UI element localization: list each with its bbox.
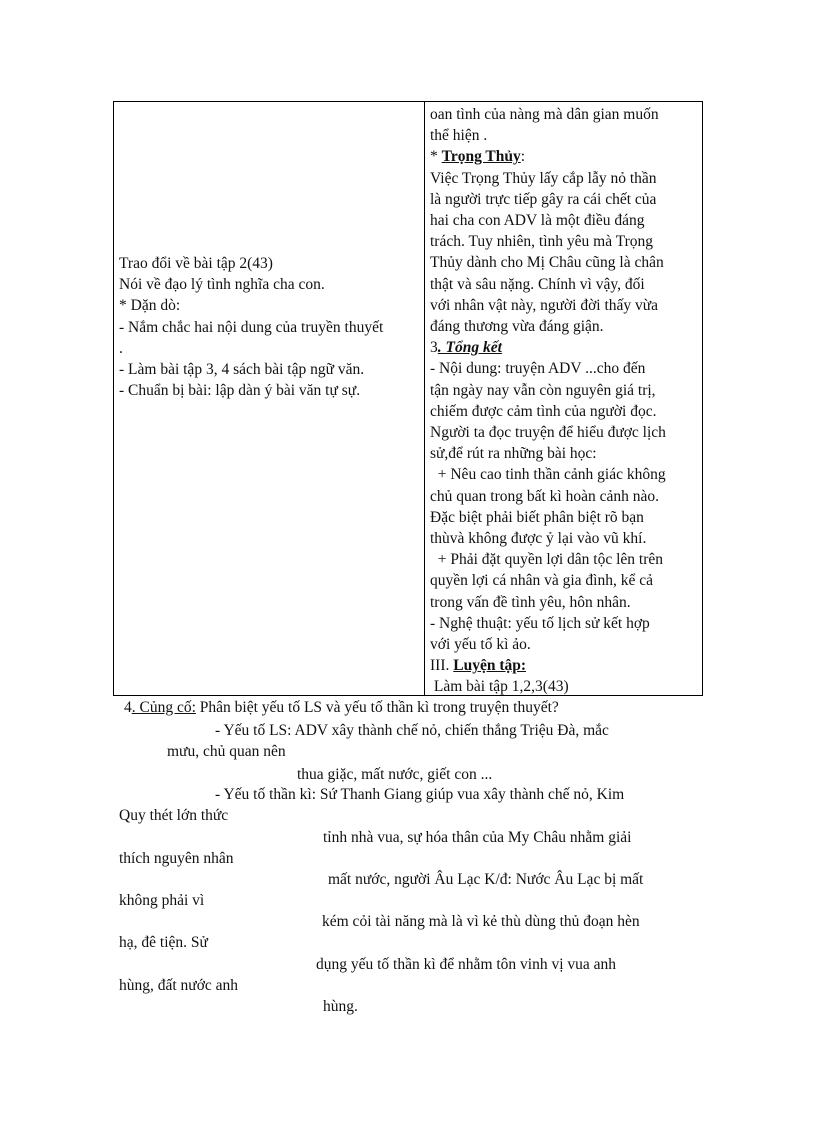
- tong-ket-line: chiếm được cảm tình của người đọc.: [430, 402, 657, 420]
- cung-co-line: - Yếu tố LS: ADV xây thành chế nỏ, chiến thắng Triệu Đà, mắc: [215, 722, 609, 739]
- tong-ket-line: tận ngày nay vẫn còn nguyên giá trị,: [430, 381, 656, 399]
- tong-ket-heading: [430, 337, 700, 358]
- cung-co-line: thích nguyên nhân: [119, 850, 234, 867]
- heading-text: Trọng Thủy: [441, 148, 521, 166]
- tong-ket-line: quyền lợi cá nhân và gia đình, kể cả: [430, 572, 653, 590]
- cung-co-heading: [124, 697, 559, 718]
- cung-co-line: thua giặc, mất nước, giết con ...: [297, 766, 493, 783]
- trong-thuy-line: đáng thương vừa đáng giận.: [430, 318, 604, 336]
- heading-text: . Tổng kết: [437, 339, 502, 357]
- heading-prefix: *: [430, 148, 442, 166]
- tong-ket-line: Người ta đọc truyện để hiểu được lịch: [430, 424, 666, 442]
- left-line: * Dặn dò:: [119, 297, 181, 315]
- cung-co-line: hùng.: [323, 998, 358, 1015]
- cung-co-line: kém cỏi tài năng mà là vì kẻ thù dùng thủ đoạn hèn: [322, 913, 640, 930]
- trong-thuy-line: là người trực tiếp gây ra cái chết của: [430, 190, 657, 208]
- tong-ket-line: - Nội dung: truyện ADV ...cho đến: [430, 360, 646, 378]
- luyen-tap-heading: [430, 655, 700, 676]
- left-line: Trao đổi về bài tập 2(43): [119, 255, 273, 272]
- heading-text: . Củng cố:: [131, 699, 196, 716]
- heading-suffix: :: [520, 148, 526, 166]
- tong-ket-line: Đặc biệt phải biết phân biệt rõ bạn: [430, 508, 644, 526]
- cung-co-question: Phân biệt yếu tố LS và yếu tố thần kì trong truyện thuyết?: [195, 699, 559, 716]
- left-column: [119, 253, 419, 401]
- cung-co-line: không phải vì: [119, 892, 205, 909]
- tong-ket-line: với yếu tố kì ảo.: [430, 636, 531, 654]
- heading-number: 3: [430, 339, 438, 357]
- intro-line: thể hiện .: [430, 127, 488, 145]
- cung-co-line: - Yếu tố thần kì: Sứ Thanh Giang giúp vua xây thành chế nỏ, Kim: [215, 786, 625, 803]
- right-column: [430, 104, 700, 698]
- tong-ket-line: trong vấn đề tình yêu, hôn nhân.: [430, 593, 631, 611]
- tong-ket-line: - Nghệ thuật: yếu tố lịch sử kết hợp: [430, 614, 650, 632]
- cung-co-line: mất nước, người Âu Lạc K/đ: Nước Âu Lạc bị mất: [328, 871, 644, 888]
- trong-thuy-line: trách. Tuy nhiên, tình yêu mà Trọng: [430, 233, 654, 251]
- tong-ket-line: + Nêu cao tinh thần cảnh giác không: [430, 466, 666, 484]
- tong-ket-line: sử,để rút ra những bài học:: [430, 445, 597, 463]
- left-line: - Nắm chắc hai nội dung của truyền thuyết: [119, 318, 384, 336]
- column-divider: [424, 102, 425, 695]
- heading-number: III.: [430, 657, 450, 675]
- tong-ket-line: thùvà không được ỷ lại vào vũ khí.: [430, 530, 647, 548]
- heading-number: 4: [124, 699, 132, 716]
- intro-line: oan tình của nàng mà dân gian muốn: [430, 106, 659, 123]
- trong-thuy-line: Thủy dành cho Mị Châu cũng là chân: [430, 254, 664, 272]
- cung-co-line: hạ, đê tiện. Sử: [119, 934, 208, 951]
- cung-co-line: tỉnh nhà vua, sự hóa thân của My Châu nhằm giải: [323, 829, 632, 846]
- trong-thuy-line: hai cha con ADV là một điều đáng: [430, 212, 645, 230]
- lesson-table: [113, 101, 703, 696]
- cung-co-line: hùng, đất nước anh: [119, 977, 239, 994]
- cung-co-line: dụng yếu tố thần kì để nhằm tôn vinh vị vua anh: [316, 956, 617, 973]
- left-line: .: [119, 339, 123, 357]
- trong-thuy-line: thật và sâu nặng. Chính vì vậy, đối: [430, 275, 645, 293]
- left-line: Nói về đạo lý tình nghĩa cha con.: [119, 276, 325, 294]
- tong-ket-line: + Phải đặt quyền lợi dân tộc lên trên: [430, 551, 664, 569]
- heading-text: Luyện tập:: [453, 657, 527, 675]
- cung-co-line: Quy thét lớn thức: [119, 807, 229, 824]
- trong-thuy-heading: [430, 146, 700, 167]
- luyen-tap-task: Làm bài tập 1,2,3(43): [430, 678, 569, 696]
- left-line: - Chuẩn bị bài: lập dàn ý bài văn tự sự.: [119, 382, 361, 400]
- trong-thuy-line: Việc Trọng Thủy lấy cắp lẫy nỏ thần: [430, 169, 657, 187]
- left-line: - Làm bài tập 3, 4 sách bài tập ngữ văn.: [119, 361, 365, 379]
- cung-co-line: mưu, chủ quan nên: [167, 743, 286, 760]
- trong-thuy-line: với nhân vật này, người đời thấy vừa: [430, 296, 659, 314]
- tong-ket-line: chủ quan trong bất kì hoàn cảnh nào.: [430, 487, 659, 505]
